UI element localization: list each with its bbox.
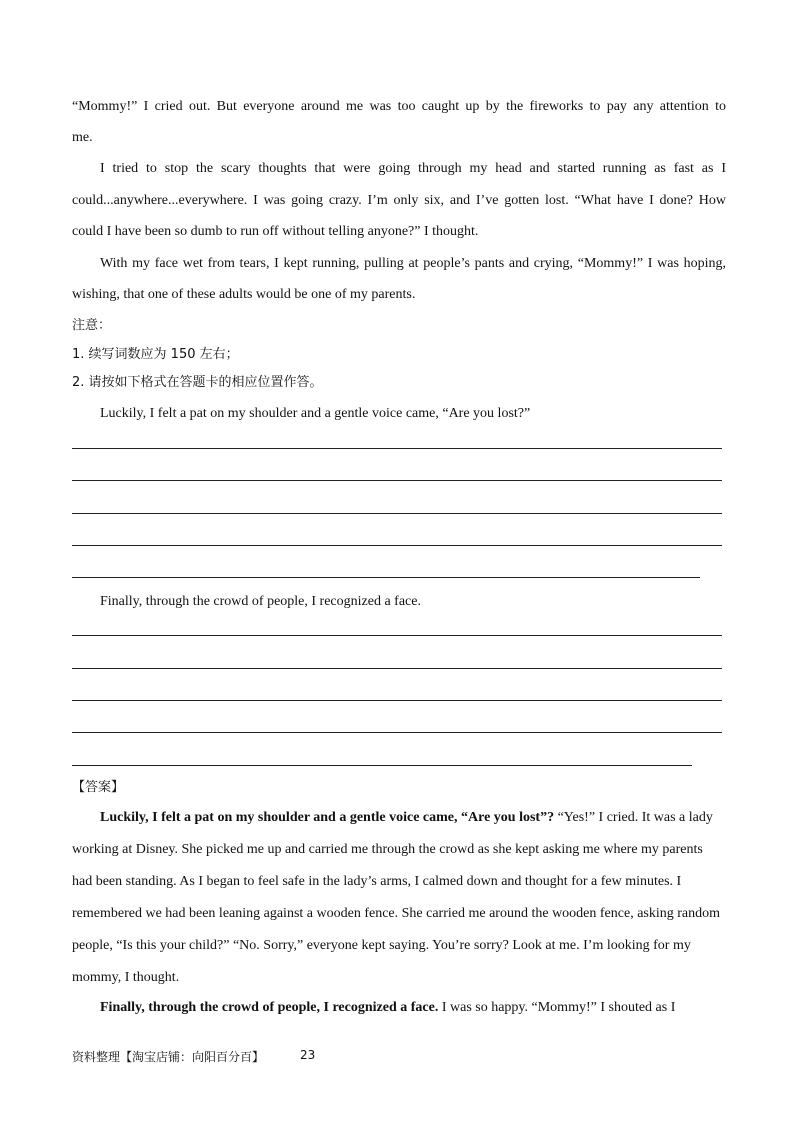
passage-line-4: could...anywhere...everywhere. I was going crazy. I’m only six, and I’ve gotten lost. “What have I done? How	[72, 193, 726, 208]
answer-blank-line	[72, 448, 722, 449]
answer-blank-line	[72, 700, 722, 701]
page-number: 23	[300, 1048, 316, 1062]
passage-line-7: wishing, that one of these adults would be one of my parents.	[72, 287, 416, 302]
answer-line: had been standing. As I began to feel safe in the lady’s arms, I calmed down and thought for a few minutes. I	[72, 874, 682, 889]
notes-heading: 注意：	[72, 318, 112, 333]
answer-prompt-2-bold: Finally, through the crowd of people, I recognized a face.	[100, 1000, 439, 1015]
answer-heading: 【答案】	[72, 780, 125, 795]
passage-line-2: me.	[72, 130, 93, 145]
answer-line: people, “Is this your child?” “No. Sorry,” everyone kept saying. You’re sorry? Look at me. I’m looking for my	[72, 938, 691, 953]
notes-item-1: 1. 续写词数应为 150 左右；	[72, 347, 239, 362]
answer-line: working at Disney. She picked me up and carried me through the crowd as she kept asking me where my parents	[72, 842, 703, 857]
answer-line: remembered we had been leaning against a wooden fence. She carried me around the wooden fence, asking random	[72, 906, 721, 921]
answer-blank-line	[72, 545, 722, 546]
passage-line-5: could I have been so dumb to run off without telling anyone?” I thought.	[72, 224, 479, 239]
answer-blank-line	[72, 513, 722, 514]
answer-text: I was so happy. “Mommy!” I shouted as I	[438, 1000, 676, 1015]
passage-line-1: “Mommy!” I cried out. But everyone around me was too caught up by the fireworks to pay any attention to	[72, 99, 726, 114]
answer-line: mommy, I thought.	[72, 970, 180, 985]
footer-source: 资料整理【淘宝店铺：向阳百分百】	[72, 1050, 265, 1064]
answer-blank-line	[72, 577, 700, 578]
answer-blank-line	[72, 765, 692, 766]
answer-blank-line	[72, 668, 722, 669]
answer-paragraph-2-first-line	[100, 998, 726, 1018]
answer-text: “Yes!” I cried. It was a lady	[554, 810, 713, 825]
passage-line-3: I tried to stop the scary thoughts that were going through my head and started running as fast as I	[100, 161, 726, 176]
answer-blank-line	[72, 732, 722, 733]
passage-line-6: With my face wet from tears, I kept running, pulling at people’s pants and crying, “Mommy!” I was hoping,	[100, 256, 726, 271]
answer-blank-line	[72, 635, 722, 636]
answer-paragraph-1-first-line	[100, 808, 726, 828]
answer-prompt-1-bold: Luckily, I felt a pat on my shoulder and a gentle voice came, “Are you lost”?	[100, 810, 555, 825]
prompt-paragraph-1: Luckily, I felt a pat on my shoulder and a gentle voice came, “Are you lost?”	[100, 406, 531, 421]
prompt-paragraph-2: Finally, through the crowd of people, I recognized a face.	[100, 594, 421, 609]
answer-blank-line	[72, 480, 722, 481]
notes-item-2: 2. 请按如下格式在答题卡的相应位置作答。	[72, 375, 323, 390]
